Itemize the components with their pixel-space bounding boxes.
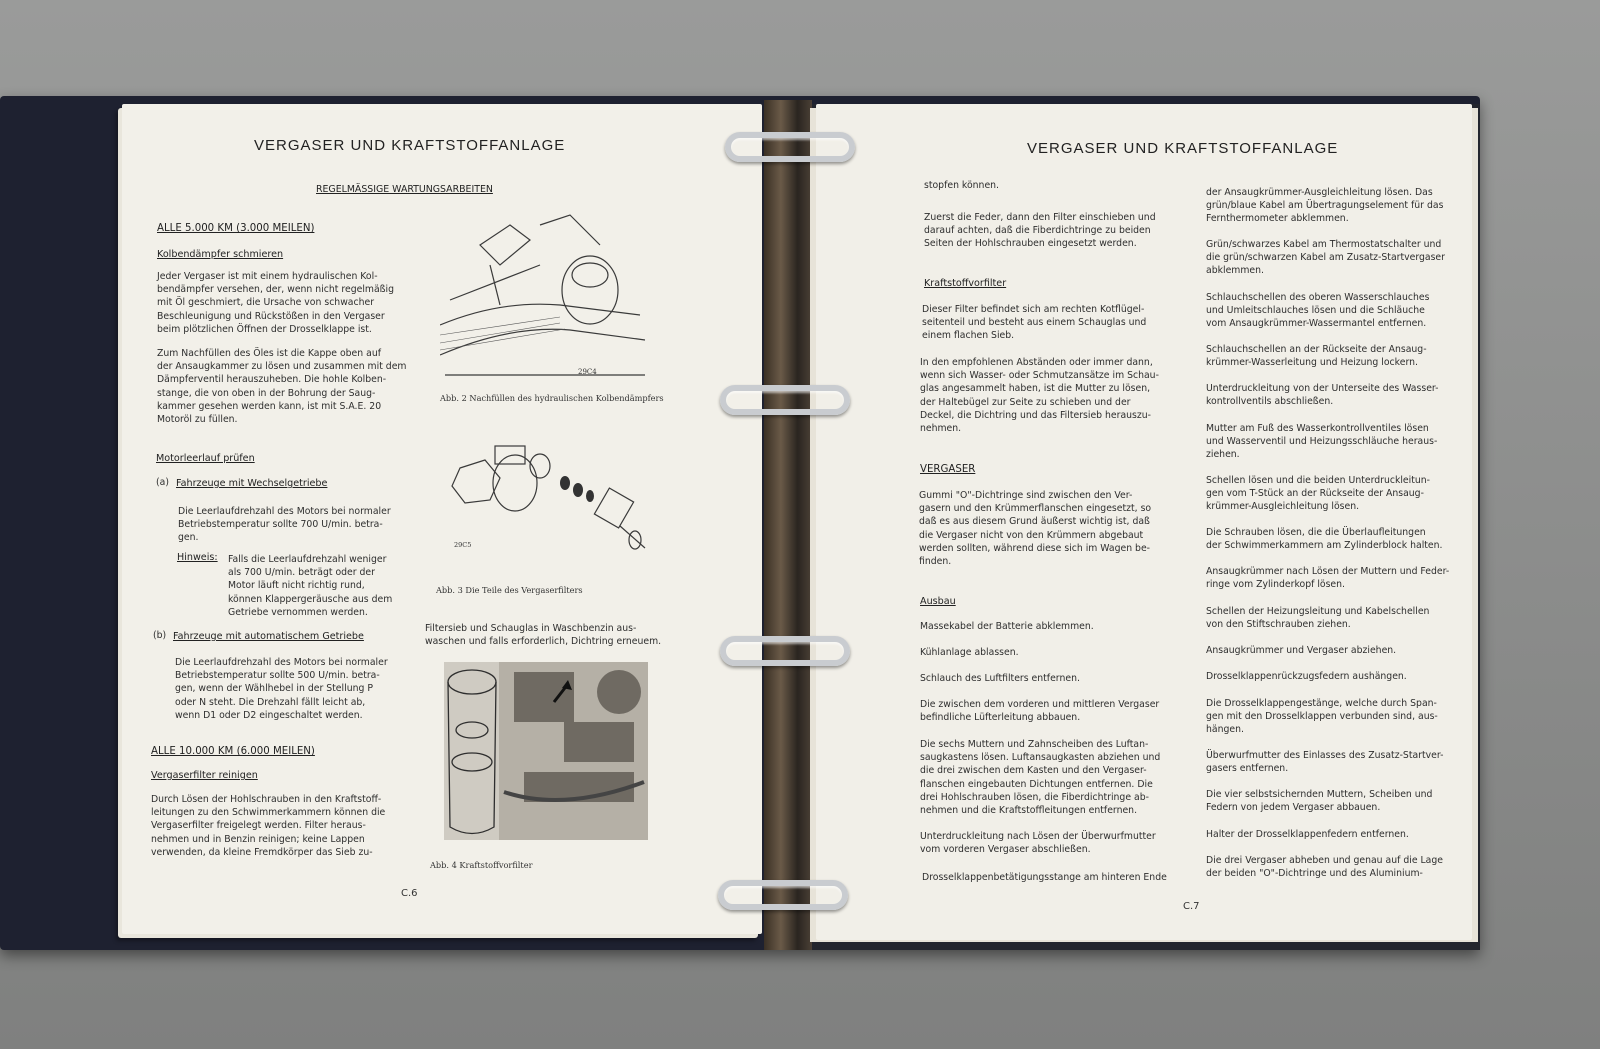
auto-label: (b)	[153, 630, 167, 641]
prefilter-paragraph-2: In den empfohlenen Abständen oder immer dann, wenn sich Wasser- oder Schmutzansätze im Schau- glas angesammelt haben, ist die Mutter zu lösen, der Haltebügel zur Seite zu schieben und der Deckel, die Dichtring und das Filtersieb herauszu- nehmen.	[920, 357, 1159, 435]
manual-label: (a)	[156, 477, 169, 488]
removal-step-1: Massekabel der Batterie abklemmen.	[920, 621, 1094, 632]
binder-spine	[764, 100, 812, 950]
carburettor-heading: VERGASER	[920, 464, 976, 475]
left-page-number: C.6	[401, 888, 418, 899]
interval-10000-heading: ALLE 10.000 KM (6.000 MEILEN)	[151, 746, 315, 757]
binder-ring-4[interactable]	[718, 880, 848, 910]
col2-step-6: Mutter am Fuß des Wasserkontrollventiles lösen und Wasserventil und Heizungsschläuche heraus- ziehen.	[1206, 423, 1438, 461]
removal-step-3: Schlauch des Luftfilters entfernen.	[920, 673, 1080, 684]
note-text: Falls die Leerlaufdrehzahl weniger als 700 U/min. beträgt oder der Motor läuft nicht richtig rund, können Klappergeräusche aus dem Getriebe vernommen werden.	[228, 554, 393, 618]
col2-step-7: Schellen lösen und die beiden Unterdruckleitun- gen vom T-Stück an der Rückseite der Ansaug- krümmer-Ausgleichleitung lösen.	[1206, 475, 1431, 513]
right-page-header: VERGASER UND KRAFTSTOFFANLAGE	[1027, 140, 1339, 157]
removal-step-4: Die zwischen dem vorderen und mittleren Vergaser befindliche Lüfterleitung abbauen.	[920, 699, 1160, 724]
col1-spring-text: Zuerst die Feder, dann den Filter einschieben und darauf achten, daß die Fiberdichtringe zu beiden Seiten der Hohlschrauben eingesetzt werden.	[924, 212, 1156, 250]
figure-3-caption: Abb. 3 Die Teile des Vergaserfilters	[436, 585, 583, 595]
interval-5000-heading: ALLE 5.000 KM (3.000 MEILEN)	[157, 223, 315, 234]
manual-heading: Fahrzeuge mit Wechselgetriebe	[176, 478, 328, 489]
note-label: Hinweis:	[177, 552, 218, 563]
figure-4-prefilter-photo	[444, 662, 648, 840]
filter-text: Durch Lösen der Hohlschrauben in den Kraftstoff- leitungen zu den Schwimmerkammern können die Vergaserfilter freigelegt werden. Filter heraus- nehmen und in Benzin reinigen; keine Lappen verwenden, da kleine Fremdkörper das Sieb zu-	[151, 794, 386, 858]
removal-step-2: Kühlanlage ablassen.	[920, 647, 1019, 658]
col2-step-13: Die Drosselklappengestänge, welche durch Span- gen mit den Drosselklappen verbunden sind, aus- hängen.	[1206, 698, 1438, 736]
removal-step-6: Unterdruckleitung nach Lösen der Überwurfmutter vom vorderen Vergaser abschließen.	[920, 831, 1156, 856]
binder-ring-1[interactable]	[725, 132, 855, 162]
prefilter-paragraph-1: Dieser Filter befindet sich am rechten Kotflügel- seitenteil und besteht aus einem Schauglas und einem flachen Sieb.	[922, 304, 1147, 342]
left-page-header: VERGASER UND KRAFTSTOFFANLAGE	[254, 137, 566, 154]
auto-text: Die Leerlaufdrehzahl des Motors bei normaler Betriebstemperatur sollte 500 U/min. betra- gen, wenn der Wählhebel in der Stellung P oder N steht. Die Drehzahl fällt leicht ab, wenn D1 oder D2 eingeschaltet werden.	[175, 657, 388, 721]
col2-step-10: Schellen der Heizungsleitung und Kabelschellen von den Stiftschrauben ziehen.	[1206, 606, 1430, 631]
col2-step-5: Unterdruckleitung von der Unterseite des Wasser- kontrollventils abschließen.	[1206, 383, 1439, 408]
figure-3-code: 29C5	[454, 541, 472, 549]
figure-2-code: 29C4	[578, 368, 597, 376]
removal-step-7: Drosselklappenbetätigungsstange am hinteren Ende	[922, 872, 1167, 883]
damper-paragraph-1: Jeder Vergaser ist mit einem hydraulischen Kol- bendämpfer versehen, der, wenn nicht regelmäßig mit Öl geschmiert, die Ursache von schwacher Beschleunigung und Rückstößen in den Vergaser beim plötzlichen Öffnen der Drosselklappe ist.	[157, 271, 394, 335]
damper-heading: Kolbendämpfer schmieren	[157, 249, 284, 260]
col2-step-16: Halter der Drosselklappenfedern entfernen.	[1206, 829, 1409, 840]
col2-step-2: Grün/schwarzes Kabel am Thermostatschalter und die grün/schwarzen Kabel am Zusatz-Startvergaser abklemmen.	[1206, 239, 1445, 277]
col2-step-9: Ansaugkrümmer nach Lösen der Muttern und Feder- ringe vom Zylinderkopf lösen.	[1206, 566, 1450, 591]
manual-text: Die Leerlaufdrehzahl des Motors bei normaler Betriebstemperatur sollte 700 U/min. betra- gen.	[178, 506, 391, 544]
prefilter-heading: Kraftstoffvorfilter	[924, 278, 1007, 289]
right-page-number: C.7	[1183, 901, 1200, 912]
col2-step-14: Überwurfmutter des Einlasses des Zusatz-Startver- gasers entfernen.	[1206, 750, 1444, 775]
figure-2-damper-illustration	[440, 205, 650, 385]
col1-intro: stopfen können.	[924, 180, 1000, 191]
col2-step-11: Ansaugkrümmer und Vergaser abziehen.	[1206, 645, 1397, 656]
carburettor-paragraph: Gummi "O"-Dichtringe sind zwischen den Ver- gasern und den Krümmerflanschen eingesetzt, so daß es aus diesem Grund äußerst wichtig ist, daß die Vergaser nicht von den Krümmern abgebaut werden sollten, während diese sich im Wagen be- finden.	[919, 490, 1152, 568]
section-title: REGELMÄSSIGE WARTUNGSARBEITEN	[316, 184, 493, 195]
binder-ring-2[interactable]	[720, 385, 850, 415]
damper-paragraph-2: Zum Nachfüllen des Öles ist die Kappe oben auf der Ansaugkammer zu lösen und zusammen mit dem Dämpferventil herauszuheben. Die hohle Kolben- stange, die von oben in der Bohrung der Saug- kammer gesehen werden kann, ist mit S.A.E. 20 Motoröl zu füllen.	[157, 348, 407, 426]
col2-step-4: Schlauchschellen an der Rückseite der Ansaug- krümmer-Wasserleitung und Heizung lockern.	[1206, 344, 1427, 369]
sieve-wash-text: Filtersieb und Schauglas in Waschbenzin aus- waschen und falls erforderlich, Dichtring erneuem.	[425, 623, 662, 648]
figure-4-caption: Abb. 4 Kraftstoffvorfilter	[430, 860, 533, 870]
figure-2-caption: Abb. 2 Nachfüllen des hydraulischen Kolbendämpfers	[440, 393, 664, 403]
idle-heading: Motorleerlauf prüfen	[156, 453, 255, 464]
binder-ring-3[interactable]	[720, 636, 850, 666]
col2-step-1: der Ansaugkrümmer-Ausgleichleitung lösen. Das grün/blaue Kabel am Übertragungselement für das Fernthermometer abklemmen.	[1206, 187, 1444, 225]
removal-heading: Ausbau	[920, 596, 956, 607]
auto-heading: Fahrzeuge mit automatischem Getriebe	[173, 631, 364, 642]
col2-step-17: Die drei Vergaser abheben und genau auf die Lage der beiden "O"-Dichtringe und des Aluminium-	[1206, 855, 1444, 880]
figure-3-filter-parts-illustration	[440, 438, 650, 568]
removal-step-5: Die sechs Muttern und Zahnscheiben des Luftan- saugkastens lösen. Luftansaugkasten abziehen und die drei zwischen dem Kasten und den Vergaser- flanschen eingebauten Dichtungen entfernen. Die drei Hohlschrauben lösen, die Fiberdichtringe ab- nehmen und die Kraftstoffleitungen entfernen.	[920, 739, 1161, 817]
filter-heading: Vergaserfilter reinigen	[151, 770, 258, 781]
col2-step-8: Die Schrauben lösen, die die Überlaufleitungen der Schwimmerkammern am Zylinderblock halten.	[1206, 527, 1443, 552]
col2-step-3: Schlauchschellen des oberen Wasserschlauches und Umleitschlauches lösen und die Schläuche vom Ansaugkrümmer-Wassermantel entfernen.	[1206, 292, 1430, 330]
col2-step-15: Die vier selbstsichernden Muttern, Scheiben und Federn von jedem Vergaser abbauen.	[1206, 789, 1433, 814]
col2-step-12: Drosselklappenrückzugsfedern aushängen.	[1206, 671, 1407, 682]
